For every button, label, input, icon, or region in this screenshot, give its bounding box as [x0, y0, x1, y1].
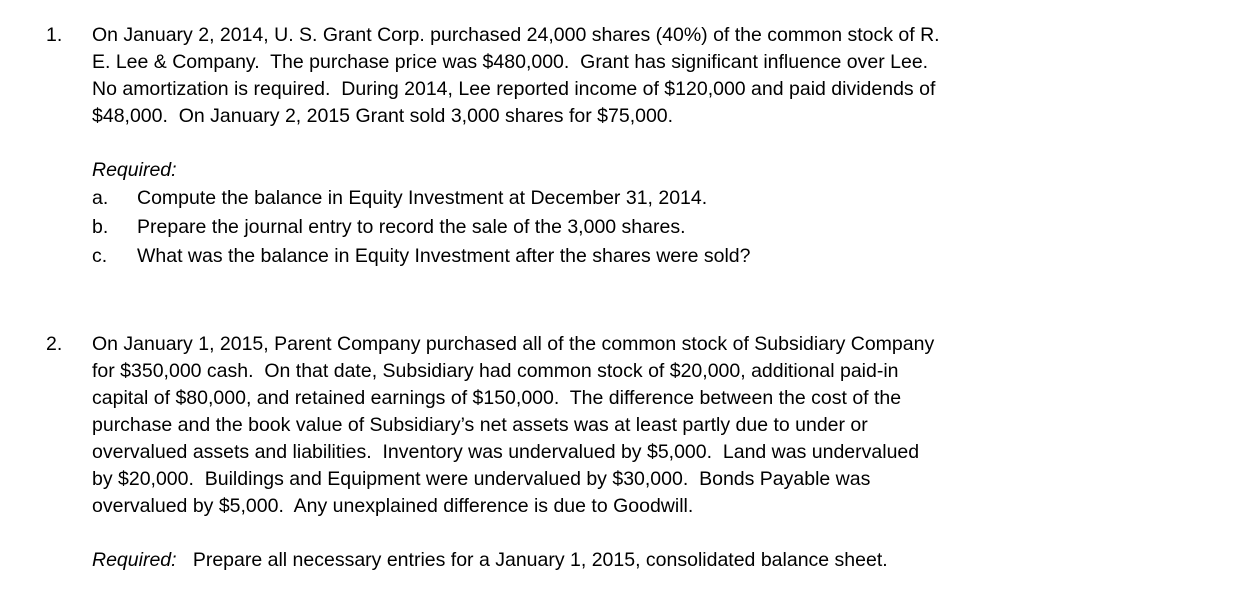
problem-number: 2.	[46, 333, 63, 355]
requirement-text: Prepare the journal entry to record the sale of the 3,000 shares.	[137, 216, 686, 238]
statement-line: purchase and the book value of Subsidiary’s net assets was at least partly due to under or	[92, 414, 868, 436]
statement-line: No amortization is required. During 2014, Lee reported income of $120,000 and paid dividends of	[92, 78, 936, 100]
required-text: Prepare all necessary entries for a January 1, 2015, consolidated balance sheet.	[192, 549, 888, 571]
statement-line: overvalued by $5,000. Any unexplained difference is due to Goodwill.	[92, 495, 694, 517]
statement-line: overvalued assets and liabilities. Inventory was undervalued by $5,000. Land was undervalued	[92, 441, 920, 463]
requirement-text: What was the balance in Equity Investment after the shares were sold?	[137, 245, 751, 267]
problem-statement	[92, 22, 1126, 271]
statement-line: On January 2, 2014, U. S. Grant Corp. purchased 24,000 shares (40%) of the common stock of R.	[92, 24, 940, 46]
requirements-list	[92, 184, 1126, 271]
required-instruction	[92, 547, 1126, 574]
statement-line: $48,000. On January 2, 2015 Grant sold 3,000 shares for $75,000.	[92, 105, 674, 127]
requirement-text: Compute the balance in Equity Investment at December 31, 2014.	[137, 187, 708, 209]
required-label: Required:	[92, 549, 177, 571]
statement-line: for $350,000 cash. On that date, Subsidiary had common stock of $20,000, additional paid-in	[92, 360, 899, 382]
requirement-letter: a.	[92, 187, 109, 209]
requirement-item	[92, 213, 1126, 242]
statement-line: On January 1, 2015, Parent Company purchased all of the common stock of Subsidiary Company	[92, 333, 935, 355]
problem-number: 1.	[46, 24, 63, 46]
requirement-item	[92, 184, 1126, 213]
statement-line: capital of $80,000, and retained earnings of $150,000. The difference between the cost of the	[92, 387, 902, 409]
requirement-item	[92, 242, 1126, 271]
statement-line: E. Lee & Company. The purchase price was $480,000. Grant has significant influence over Lee.	[92, 51, 929, 73]
requirement-letter: c.	[92, 245, 108, 267]
requirement-letter: b.	[92, 216, 109, 238]
problem-statement	[92, 331, 1126, 574]
required-label: Required:	[92, 159, 177, 181]
statement-line: by $20,000. Buildings and Equipment were undervalued by $30,000. Bonds Payable was	[92, 468, 871, 490]
